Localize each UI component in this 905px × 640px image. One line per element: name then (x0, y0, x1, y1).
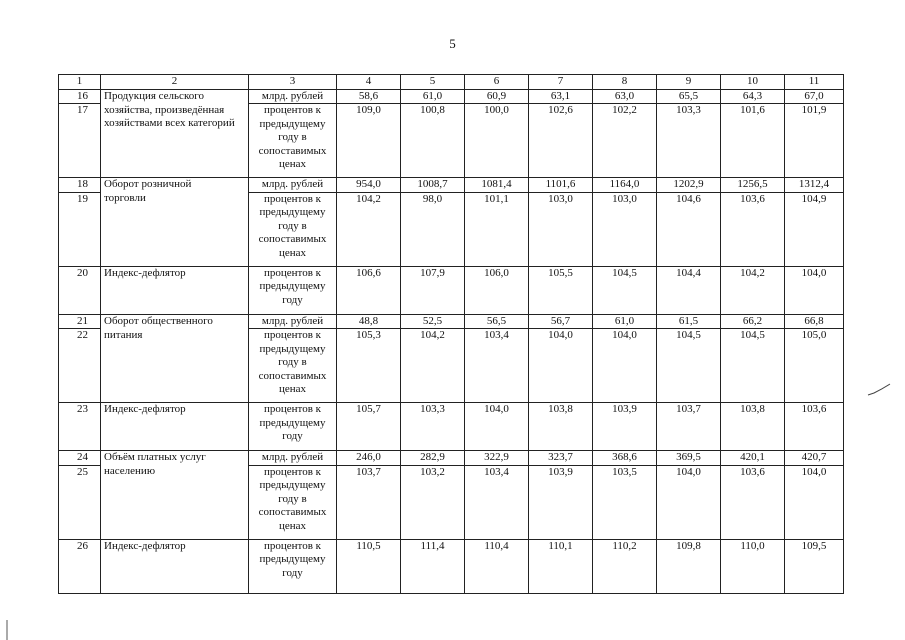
table-header-row (59, 75, 844, 90)
value-cell: 110,1 (529, 539, 593, 593)
value-cell: 56,5 (465, 314, 529, 329)
value-cell: 101,6 (721, 104, 785, 178)
scan-edge-mark (6, 620, 8, 640)
value-cell: 104,0 (529, 329, 593, 403)
value-cell: 1202,9 (657, 178, 721, 193)
value-cell: 1101,6 (529, 178, 593, 193)
value-cell: 104,0 (465, 403, 529, 451)
value-cell: 104,5 (657, 329, 721, 403)
value-cell: 104,0 (657, 465, 721, 539)
header-cell: 1 (59, 75, 101, 90)
value-cell: 110,0 (721, 539, 785, 593)
table-row (59, 104, 844, 178)
value-cell: 104,2 (721, 266, 785, 314)
value-cell: 103,9 (529, 465, 593, 539)
value-cell: 954,0 (337, 178, 401, 193)
row-number: 25 (59, 465, 101, 539)
value-cell: 1164,0 (593, 178, 657, 193)
page-number: 5 (449, 36, 456, 51)
row-number: 22 (59, 329, 101, 403)
value-cell: 104,9 (785, 192, 844, 266)
unit-cell: процентов к предыдущему году (249, 539, 337, 593)
unit-cell: процентов к предыдущему году (249, 403, 337, 451)
table-row (59, 89, 844, 104)
value-cell: 1008,7 (401, 178, 465, 193)
value-cell: 56,7 (529, 314, 593, 329)
value-cell: 110,5 (337, 539, 401, 593)
unit-cell: процентов к предыдущему году в сопоставимых ценах (249, 465, 337, 539)
value-cell: 100,8 (401, 104, 465, 178)
value-cell: 63,1 (529, 89, 593, 104)
value-cell: 103,6 (721, 465, 785, 539)
indicator-name: Оборот общественного (101, 314, 249, 329)
value-cell: 103,5 (593, 465, 657, 539)
row-number: 20 (59, 266, 101, 314)
indicator-name: Индекс-дефлятор (101, 266, 249, 314)
table-row (59, 178, 844, 193)
value-cell: 58,6 (337, 89, 401, 104)
value-cell: 323,7 (529, 451, 593, 466)
value-cell: 65,5 (657, 89, 721, 104)
value-cell: 110,4 (465, 539, 529, 593)
value-cell: 104,0 (593, 329, 657, 403)
value-cell: 282,9 (401, 451, 465, 466)
value-cell: 110,2 (593, 539, 657, 593)
value-cell: 103,0 (529, 192, 593, 266)
value-cell: 60,9 (465, 89, 529, 104)
indicator-name: Индекс-дефлятор (101, 403, 249, 451)
row-number: 18 (59, 178, 101, 193)
value-cell: 368,6 (593, 451, 657, 466)
value-cell: 246,0 (337, 451, 401, 466)
value-cell: 64,3 (721, 89, 785, 104)
value-cell: 109,8 (657, 539, 721, 593)
value-cell: 105,5 (529, 266, 593, 314)
value-cell: 1081,4 (465, 178, 529, 193)
header-cell: 10 (721, 75, 785, 90)
indicators-table (58, 74, 844, 594)
value-cell: 103,7 (657, 403, 721, 451)
value-cell: 66,2 (721, 314, 785, 329)
indicator-name: Объём платных услуг (101, 451, 249, 466)
row-number: 19 (59, 192, 101, 266)
value-cell: 104,0 (785, 465, 844, 539)
table-row (59, 403, 844, 451)
unit-cell: млрд. рублей (249, 451, 337, 466)
value-cell: 104,6 (657, 192, 721, 266)
header-cell: 11 (785, 75, 844, 90)
value-cell: 100,0 (465, 104, 529, 178)
value-cell: 103,6 (721, 192, 785, 266)
header-cell: 6 (465, 75, 529, 90)
pen-mark (866, 383, 892, 397)
value-cell: 103,6 (785, 403, 844, 451)
indicator-name: хозяйства, произведённая хозяйствами всех категорий (101, 104, 249, 178)
value-cell: 369,5 (657, 451, 721, 466)
value-cell: 63,0 (593, 89, 657, 104)
indicator-name: Продукция сельского (101, 89, 249, 104)
indicator-name: Оборот розничной (101, 178, 249, 193)
value-cell: 103,9 (593, 403, 657, 451)
row-number: 17 (59, 104, 101, 178)
value-cell: 103,4 (465, 329, 529, 403)
value-cell: 104,5 (593, 266, 657, 314)
value-cell: 105,3 (337, 329, 401, 403)
value-cell: 107,9 (401, 266, 465, 314)
value-cell: 103,3 (401, 403, 465, 451)
value-cell: 1312,4 (785, 178, 844, 193)
unit-cell: млрд. рублей (249, 89, 337, 104)
value-cell: 67,0 (785, 89, 844, 104)
value-cell: 111,4 (401, 539, 465, 593)
value-cell: 109,0 (337, 104, 401, 178)
header-cell: 7 (529, 75, 593, 90)
unit-cell: процентов к предыдущему году в сопоставимых ценах (249, 104, 337, 178)
indicator-name: Индекс-дефлятор (101, 539, 249, 593)
value-cell: 103,3 (657, 104, 721, 178)
value-cell: 104,5 (721, 329, 785, 403)
value-cell: 104,2 (337, 192, 401, 266)
value-cell: 103,7 (337, 465, 401, 539)
indicator-name: населению (101, 465, 249, 539)
value-cell: 48,8 (337, 314, 401, 329)
header-cell: 8 (593, 75, 657, 90)
value-cell: 106,0 (465, 266, 529, 314)
value-cell: 322,9 (465, 451, 529, 466)
value-cell: 103,8 (529, 403, 593, 451)
table-row (59, 266, 844, 314)
value-cell: 66,8 (785, 314, 844, 329)
unit-cell: процентов к предыдущему году (249, 266, 337, 314)
row-number: 21 (59, 314, 101, 329)
header-cell: 9 (657, 75, 721, 90)
value-cell: 104,2 (401, 329, 465, 403)
indicator-name: питания (101, 329, 249, 403)
unit-cell: млрд. рублей (249, 178, 337, 193)
header-cell: 2 (101, 75, 249, 90)
value-cell: 103,8 (721, 403, 785, 451)
table-row (59, 314, 844, 329)
value-cell: 105,0 (785, 329, 844, 403)
value-cell: 106,6 (337, 266, 401, 314)
value-cell: 98,0 (401, 192, 465, 266)
value-cell: 61,0 (401, 89, 465, 104)
value-cell: 420,1 (721, 451, 785, 466)
value-cell: 101,1 (465, 192, 529, 266)
unit-cell: процентов к предыдущему году в сопоставимых ценах (249, 192, 337, 266)
table-row (59, 329, 844, 403)
indicator-name: торговли (101, 192, 249, 266)
value-cell: 52,5 (401, 314, 465, 329)
value-cell: 1256,5 (721, 178, 785, 193)
value-cell: 103,2 (401, 465, 465, 539)
row-number: 26 (59, 539, 101, 593)
value-cell: 105,7 (337, 403, 401, 451)
value-cell: 103,4 (465, 465, 529, 539)
value-cell: 102,6 (529, 104, 593, 178)
table-row (59, 192, 844, 266)
value-cell: 61,5 (657, 314, 721, 329)
value-cell: 104,0 (785, 266, 844, 314)
value-cell: 102,2 (593, 104, 657, 178)
table-row (59, 451, 844, 466)
table-row (59, 539, 844, 593)
value-cell: 420,7 (785, 451, 844, 466)
value-cell: 61,0 (593, 314, 657, 329)
table-row (59, 465, 844, 539)
row-number: 23 (59, 403, 101, 451)
unit-cell: процентов к предыдущему году в сопоставимых ценах (249, 329, 337, 403)
value-cell: 104,4 (657, 266, 721, 314)
row-number: 16 (59, 89, 101, 104)
header-cell: 4 (337, 75, 401, 90)
value-cell: 103,0 (593, 192, 657, 266)
value-cell: 109,5 (785, 539, 844, 593)
unit-cell: млрд. рублей (249, 314, 337, 329)
value-cell: 101,9 (785, 104, 844, 178)
row-number: 24 (59, 451, 101, 466)
header-cell: 5 (401, 75, 465, 90)
header-cell: 3 (249, 75, 337, 90)
